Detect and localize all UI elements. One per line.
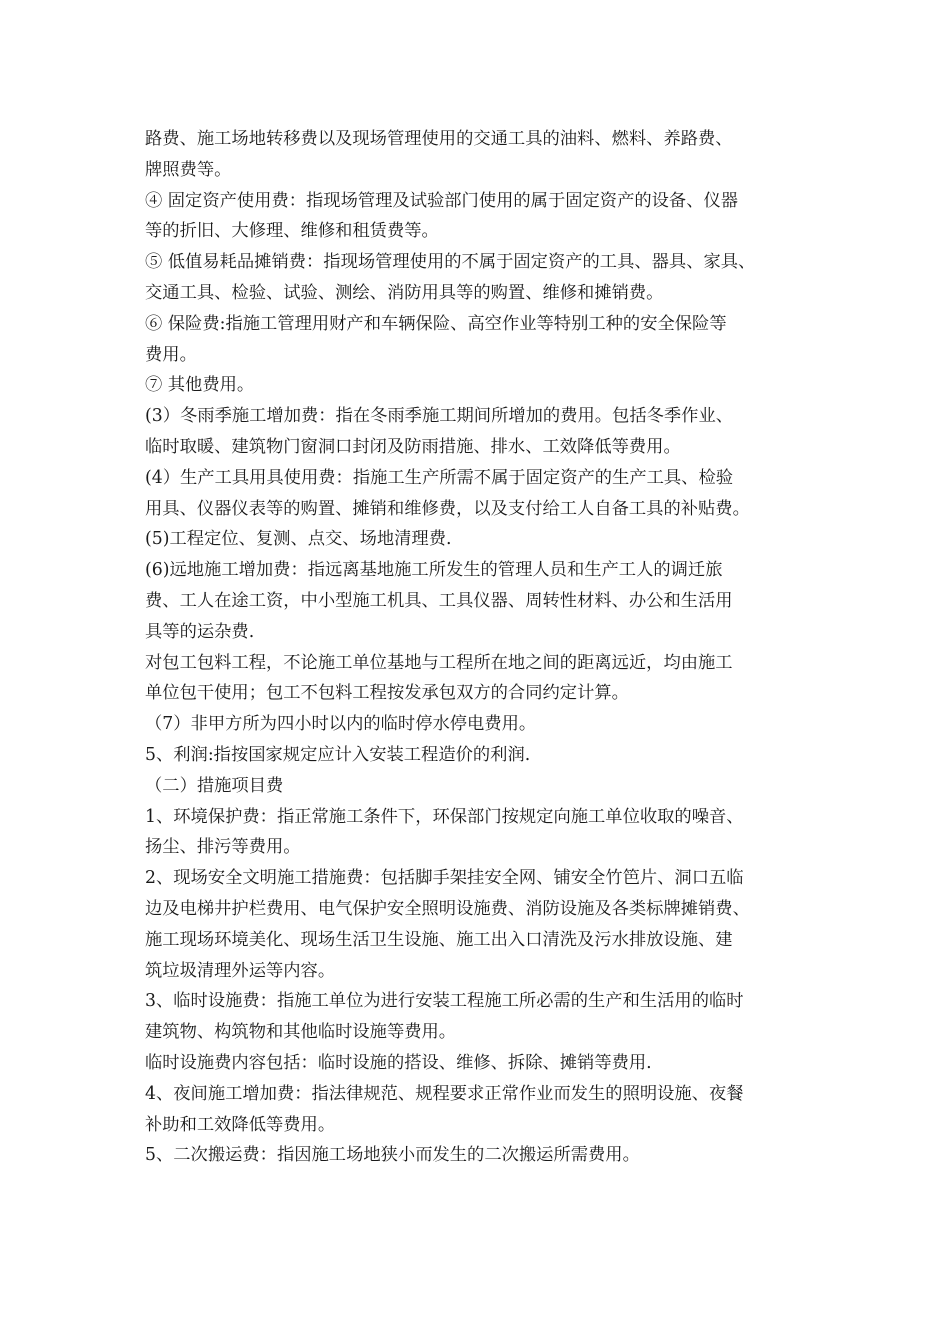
text-line: (4）生产工具用具使用费：指施工生产所需不属于固定资产的生产工具、检验 <box>145 467 734 488</box>
text-line: （7）非甲方所为四小时以内的临时停水停电费用。 <box>145 714 537 735</box>
text-line: 费用。 <box>145 344 197 365</box>
text-line: 边及电梯井护栏费用、电气保护安全照明设施费、消防设施及各类标牌摊销费、 <box>145 898 750 919</box>
document-body <box>145 124 825 1171</box>
text-line: 等的折旧、大修理、维修和租赁费等。 <box>145 221 439 242</box>
text-line: ⑥ 保险费:指施工管理用财产和车辆保险、高空作业等特别工种的安全保险等 <box>145 313 727 334</box>
text-line: 施工现场环境美化、现场生活卫生设施、施工出入口清洗及污水排放设施、建 <box>145 929 733 950</box>
text-line: 建筑物、构筑物和其他临时设施等费用。 <box>145 1022 457 1043</box>
text-line: 临时取暖、建筑物门窗洞口封闭及防雨措施、排水、工效降低等费用。 <box>145 436 681 457</box>
text-line: 牌照费等。 <box>145 159 232 180</box>
text-line: 对包工包料工程，不论施工单位基地与工程所在地之间的距离远近，均由施工 <box>145 652 733 673</box>
text-line: (5)工程定位、复测、点交、场地清理费. <box>145 529 452 550</box>
text-line: 4、夜间施工增加费：指法律规范、规程要求正常作业而发生的照明设施、夜餐 <box>145 1083 744 1104</box>
text-line: 补助和工效降低等费用。 <box>145 1114 336 1135</box>
text-line: 扬尘、排污等费用。 <box>145 837 301 858</box>
text-line: 2、现场安全文明施工措施费：包括脚手架挂安全网、铺安全竹笆片、洞口五临 <box>145 868 744 889</box>
text-line: 3、临时设施费：指施工单位为进行安装工程施工所必需的生产和生活用的临时 <box>145 991 744 1012</box>
text-line: ⑦ 其他费用。 <box>145 375 255 396</box>
text-line: 单位包干使用；包工不包料工程按发承包双方的合同约定计算。 <box>145 683 629 704</box>
text-line: （二）措施项目费 <box>145 775 284 796</box>
text-line: 筑垃圾清理外运等内容。 <box>145 960 336 981</box>
text-line: 用具、仪器仪表等的购置、摊销和维修费，以及支付给工人自备工具的补贴费。 <box>145 498 750 519</box>
text-line: ⑤ 低值易耗品摊销费：指现场管理使用的不属于固定资产的工具、器具、家具、 <box>145 252 756 273</box>
text-line: 1、环境保护费：指正常施工条件下，环保部门按规定向施工单位收取的噪音、 <box>145 806 744 827</box>
text-line: 具等的运杂费. <box>145 621 255 642</box>
text-line: 5、二次搬运费：指因施工场地狭小而发生的二次搬运所需费用。 <box>145 1145 640 1166</box>
text-line: (6)远地施工增加费：指远离基地施工所发生的管理人员和生产工人的调迁旅 <box>145 560 723 581</box>
text-line: 临时设施费内容包括：临时设施的搭设、维修、拆除、摊销等费用. <box>145 1052 652 1073</box>
text-line: 路费、施工场地转移费以及现场管理使用的交通工具的油料、燃料、养路费、 <box>145 129 733 149</box>
text-line: 费、工人在途工资，中小型施工机具、工具仪器、周转性材料、办公和生活用 <box>145 590 733 611</box>
text-line: (3）冬雨季施工增加费：指在冬雨季施工期间所增加的费用。包括冬季作业、 <box>145 406 734 427</box>
text-line: ④ 固定资产使用费：指现场管理及试验部门使用的属于固定资产的设备、仪器 <box>145 190 739 211</box>
text-line: 5、利润:指按国家规定应计入安装工程造价的利润. <box>145 744 531 765</box>
text-line: 交通工具、检验、试验、测绘、消防用具等的购置、维修和摊销费。 <box>145 282 664 303</box>
